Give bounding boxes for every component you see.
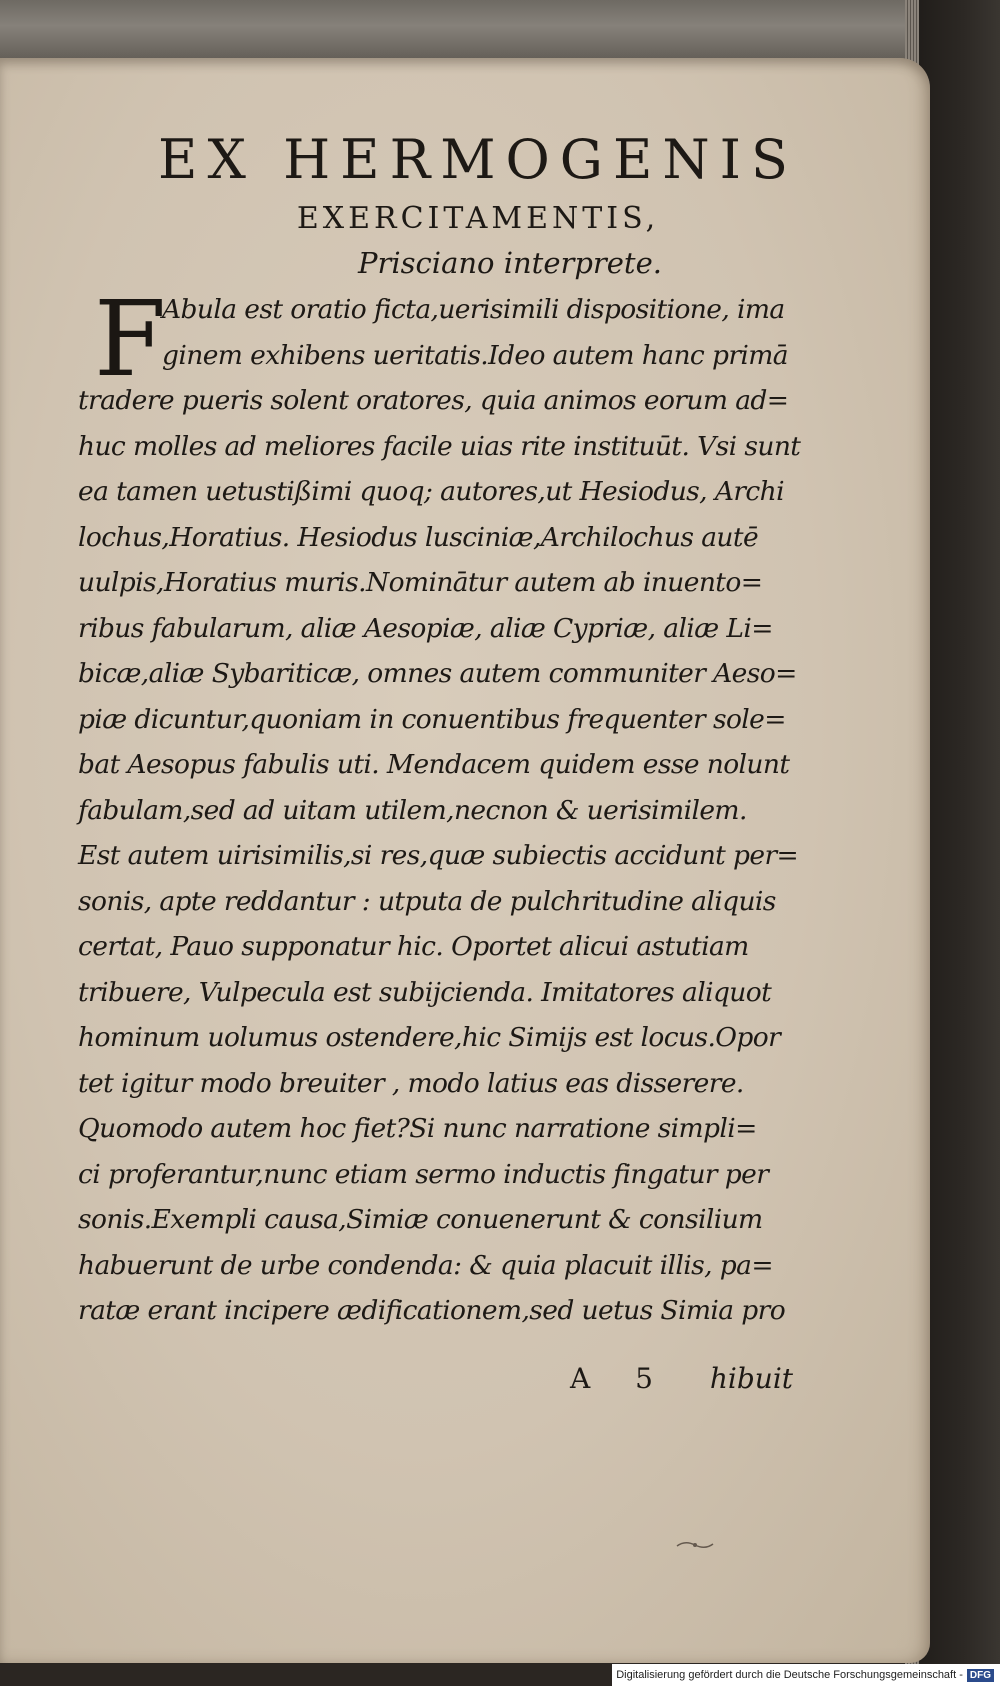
body-text bbox=[78, 278, 818, 1334]
text-line: ginem exhibens ueritatis.Ideo autem hanc primā bbox=[162, 339, 789, 371]
text-line: bicæ,aliæ Sybariticæ, omnes autem communiter Aeso= bbox=[78, 658, 797, 689]
text-line: Quomodo autem hoc fiet?Si nunc narratione simpli= bbox=[78, 1113, 757, 1144]
text-line: sonis.Exempli causa,Simiæ conuenerunt & consilium bbox=[78, 1204, 763, 1235]
text-line: huc molles ad meliores facile uias rite instituūt. Vsi sunt bbox=[78, 430, 801, 462]
text-line: bat Aesopus fabulis uti. Mendacem quidem esse nolunt bbox=[78, 749, 790, 780]
text-line: tradere pueris solent oratores, quia animos eorum ad= bbox=[78, 385, 789, 416]
book-top-edge bbox=[0, 0, 920, 66]
ink-speck-ornament bbox=[675, 1536, 715, 1557]
drop-cap-initial: F bbox=[94, 278, 167, 400]
signature-letter: A bbox=[570, 1362, 591, 1395]
text-line: uulpis,Horatius muris.Nominātur autem ab inuento= bbox=[78, 567, 763, 598]
text-line: sonis, apte reddantur : utputa de pulchritudine aliquis bbox=[78, 885, 776, 917]
text-line: tribuere, Vulpecula est subijcienda. Imitatores aliquot bbox=[78, 976, 772, 1008]
text-line: hominum uolumus ostendere,hic Simijs est locus.Opor bbox=[78, 1022, 781, 1053]
text-line: ribus fabularum, aliæ Aesopiæ, aliæ Cypriæ, aliæ Li= bbox=[78, 612, 773, 644]
signature-number: 5 bbox=[635, 1362, 653, 1395]
text-line: certat, Pauo supponatur hic. Oportet alicui astutiam bbox=[78, 931, 749, 962]
title-line-1: EX HERMOGENIS bbox=[158, 128, 798, 191]
text-line: ci proferantur,nunc etiam sermo inductis fingatur per bbox=[78, 1158, 769, 1190]
text-line: Abula est oratio ficta,uerisimili dispositione, ima bbox=[162, 294, 785, 325]
digitization-credit-text: Digitalisierung gefördert durch die Deutsche Forschungsgemeinschaft - bbox=[616, 1669, 963, 1681]
text-line: Est autem uirisimilis,si res,quæ subiectis accidunt per= bbox=[78, 840, 799, 871]
text-line: fabulam,sed ad uitam utilem,necnon & uerisimilem. bbox=[78, 794, 747, 826]
catchword: hibuit bbox=[709, 1362, 794, 1395]
text-line: habuerunt de urbe condenda: & quia placuit illis, pa= bbox=[78, 1249, 773, 1281]
text-line: tet igitur modo breuiter , modo latius eas disserere. bbox=[78, 1067, 744, 1099]
title-line-2: EXERCITAMENTIS, bbox=[296, 201, 660, 236]
text-line: lochus,Horatius. Hesiodus lusciniæ,Archilochus autē bbox=[78, 521, 759, 553]
text-line: piæ dicuntur,quoniam in conuentibus frequenter sole= bbox=[78, 703, 786, 735]
digitization-credit-bar bbox=[612, 1664, 1000, 1686]
page-text-block bbox=[78, 123, 818, 1334]
title-line-3: Prisciano interprete. bbox=[358, 246, 662, 280]
text-line: ratæ erant incipere ædificationem,sed uetus Simia pro bbox=[78, 1295, 786, 1326]
dfg-logo: DFG bbox=[967, 1669, 994, 1682]
book-page bbox=[0, 58, 930, 1663]
page-foot bbox=[570, 1362, 793, 1395]
text-line: ea tamen uetustißimi quoq; autores,ut Hesiodus, Archi bbox=[78, 476, 785, 507]
